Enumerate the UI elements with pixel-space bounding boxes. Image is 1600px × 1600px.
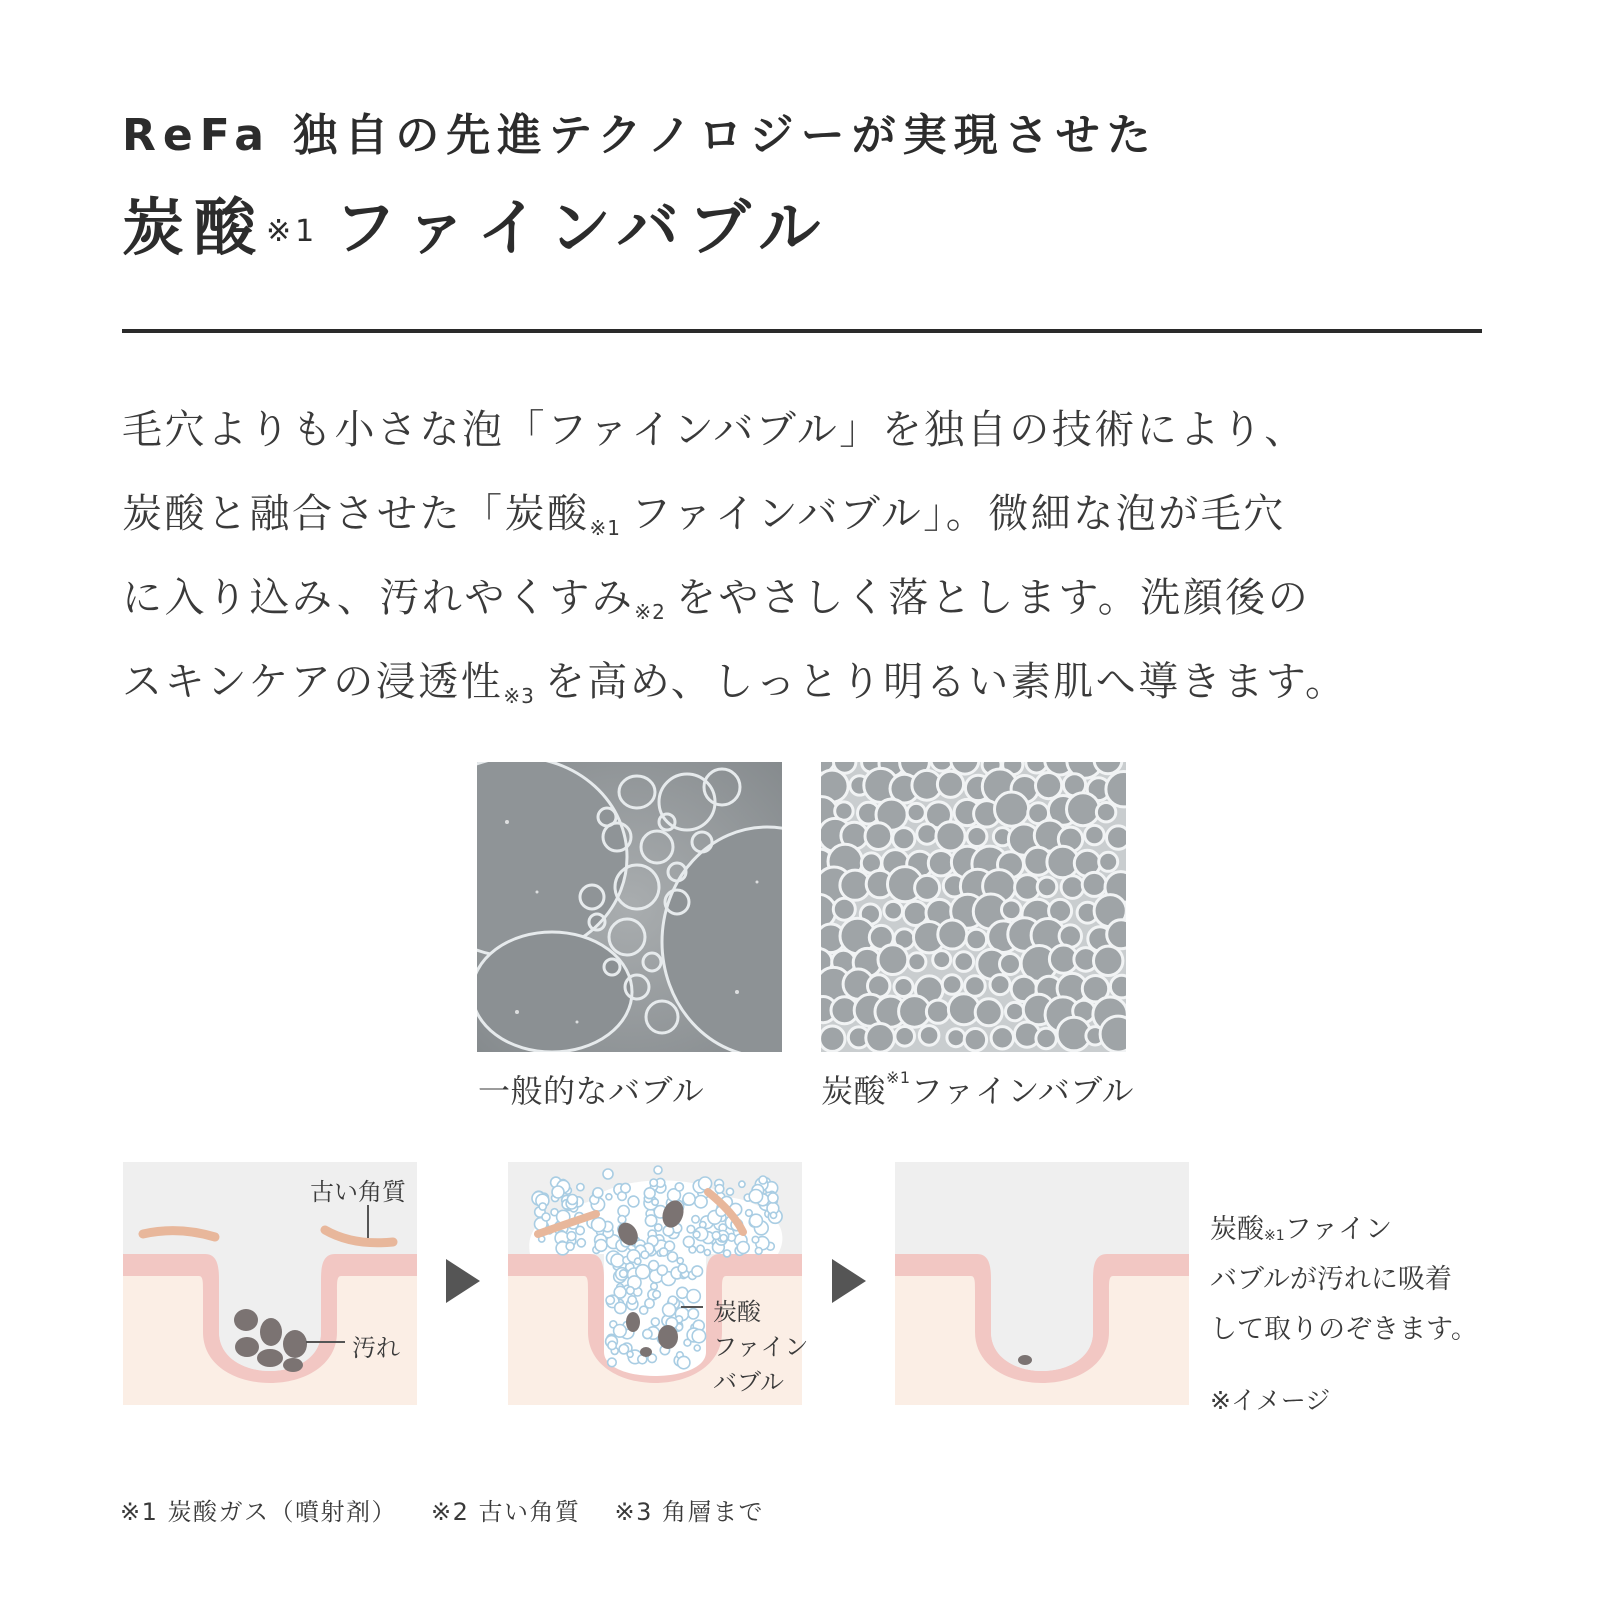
result-explanation [1210, 1205, 1478, 1355]
wash-bubble [692, 1329, 705, 1342]
fine-bubble [893, 828, 915, 850]
wash-bubble [542, 1213, 550, 1221]
wash-bubble [652, 1199, 658, 1205]
wash-bubble [694, 1345, 700, 1351]
wash-bubble [592, 1218, 606, 1232]
wash-bubble [749, 1190, 762, 1203]
line3-text-a: に入り込み、汚れやくすみ [122, 575, 635, 621]
fine-bubble [894, 978, 913, 997]
description-line-3 [122, 556, 1502, 640]
wash-bubble [712, 1232, 720, 1240]
fine-bubble [833, 898, 855, 920]
bubble-label-line-1: 炭酸 [713, 1298, 761, 1326]
wash-bubble [683, 1193, 695, 1205]
explanation-line-3: して取りのぞきます。 [1210, 1314, 1478, 1345]
wash-bubble [688, 1309, 698, 1319]
wash-bubble [650, 1179, 657, 1186]
line4-text-b: を高め、しっとり明るい素肌へ導きます。 [544, 659, 1348, 705]
wash-bubble [603, 1169, 613, 1179]
wash-bubble [704, 1250, 710, 1256]
fine-bubble [878, 945, 908, 975]
wash-bubble [759, 1176, 767, 1184]
wash-bubble [697, 1245, 704, 1252]
wash-bubble [641, 1251, 649, 1259]
wash-bubble [752, 1236, 759, 1243]
fine-bubble [942, 975, 962, 995]
page-title [122, 188, 830, 268]
fine-bubble [928, 851, 953, 876]
old-skin-label: 古い角質 [310, 1178, 406, 1206]
ordinary-bubbles-caption: 一般的なバブル [478, 1072, 705, 1110]
wash-bubble [699, 1177, 712, 1190]
wash-bubble [657, 1265, 667, 1275]
wash-bubble [595, 1240, 607, 1252]
line3-text-b: をやさしく落とします。洗顔後の [675, 575, 1311, 621]
wash-bubble [567, 1232, 576, 1241]
fine-bubble [1082, 872, 1106, 896]
wash-bubble [678, 1264, 687, 1273]
wash-bubble [678, 1356, 690, 1368]
fine-bubble [1002, 900, 1022, 920]
wash-bubble [577, 1184, 584, 1191]
footnote-3: ※3 角層まで [614, 1498, 765, 1526]
wash-bubble [654, 1166, 662, 1174]
pore-after-diagram [895, 1162, 1189, 1405]
divider [122, 329, 1482, 333]
next-step-arrow-1 [446, 1259, 480, 1303]
fine-bubble [865, 823, 892, 850]
fine-bubble [895, 1027, 915, 1047]
fine-bubble [915, 875, 940, 900]
explain-superscript: ※1 [1264, 1228, 1285, 1244]
title-main: 炭酸 [122, 191, 267, 264]
fine-bubble [964, 1029, 986, 1051]
wash-bubble [615, 1302, 626, 1313]
wash-bubble [677, 1258, 683, 1264]
title-rest: ファインバブル [334, 191, 831, 264]
wash-bubble [651, 1318, 659, 1326]
bubble-label-line-2: ファイン [713, 1333, 809, 1361]
wash-bubble [675, 1183, 683, 1191]
wash-bubble [695, 1196, 707, 1208]
headline: ReFa 独自の先進テクノロジーが実現させた [122, 110, 1158, 161]
explanation-line-2: バブルが汚れに吸着 [1210, 1264, 1452, 1295]
fine-bubble [907, 803, 925, 821]
description-line-2 [122, 472, 1502, 556]
next-step-arrow-2 [832, 1259, 866, 1303]
fine-bubble [919, 1026, 939, 1046]
wash-bubble [737, 1242, 749, 1254]
fine-bubbles-photo [821, 762, 1126, 1052]
dirt-label: 汚れ [352, 1334, 400, 1362]
wash-bubble [693, 1231, 700, 1238]
explain-text-b: ファイン [1284, 1214, 1393, 1245]
line4-text-a: スキンケアの浸透性 [122, 659, 504, 705]
fine-bubble [1067, 793, 1100, 826]
wash-bubble [627, 1287, 635, 1295]
wash-bubble [683, 1236, 694, 1247]
wash-bubble [724, 1250, 731, 1257]
footnote-2: ※2 古い角質 [431, 1498, 581, 1526]
fine-bubble [884, 901, 903, 920]
wash-bubble [577, 1239, 585, 1247]
wash-bubble [653, 1291, 661, 1299]
wash-bubble [645, 1215, 656, 1226]
fine-bubble [933, 951, 951, 969]
wash-bubble [539, 1203, 546, 1210]
fine-bubble [966, 929, 987, 950]
fine-bubble [1061, 876, 1084, 899]
wash-bubble [628, 1196, 639, 1207]
fine-bubble [1036, 1028, 1056, 1048]
fine-bubble [1100, 1016, 1126, 1052]
wash-bubble [668, 1252, 678, 1262]
wash-bubble [606, 1296, 614, 1304]
wash-bubble [739, 1181, 745, 1187]
wash-bubble [614, 1325, 627, 1338]
title-superscript: ※1 [266, 214, 319, 249]
explain-text-a: 炭酸 [1210, 1214, 1264, 1245]
description [122, 388, 1502, 724]
explanation-line-1 [1210, 1205, 1478, 1255]
fine-bubble [1107, 826, 1127, 849]
fine-bubble [917, 824, 937, 844]
fine-bubble [821, 1026, 845, 1051]
wash-bubble [644, 1188, 655, 1199]
wash-bubble [618, 1216, 626, 1224]
wash-bubble [628, 1296, 636, 1304]
wash-bubble [663, 1303, 676, 1316]
wash-bubble [651, 1283, 658, 1290]
wash-bubble [618, 1206, 629, 1217]
line2-text-a: 炭酸と融合させた「炭酸 [122, 491, 590, 537]
fine-bubble [990, 975, 1010, 995]
wash-bubble [715, 1185, 724, 1194]
wash-bubble [567, 1195, 577, 1205]
caption2-superscript: ※1 [886, 1068, 911, 1087]
wash-bubble [643, 1329, 652, 1338]
wash-bubble [720, 1235, 727, 1242]
wash-bubble [608, 1341, 616, 1349]
fine-bubble [1000, 954, 1021, 975]
fine-bubble [1094, 946, 1123, 975]
wash-bubble [755, 1248, 762, 1255]
fine-bubble [937, 771, 963, 797]
line1-text: 毛穴よりも小さな泡「ファインバブル」を独自の技術により、 [122, 407, 1307, 453]
line3-superscript: ※2 [634, 600, 666, 624]
wash-bubble [770, 1212, 776, 1218]
wash-bubble [627, 1351, 633, 1357]
fine-bubble [1107, 920, 1126, 949]
fine-bubble [1110, 975, 1126, 998]
fine-bubble [938, 920, 967, 949]
fine-bubble [866, 1024, 895, 1053]
fine-bubble [1006, 1002, 1024, 1020]
wash-bubble [621, 1183, 630, 1192]
fine-bubble [954, 952, 974, 972]
wash-bubble [552, 1186, 564, 1198]
wash-bubble [768, 1193, 778, 1203]
wash-bubble [635, 1258, 641, 1264]
line2-text-b: ファインバブル」。微細な泡が毛穴 [630, 491, 1286, 537]
description-line-4 [122, 640, 1502, 724]
line2-superscript: ※1 [589, 516, 621, 540]
caption2-text-b: ファインバブル [910, 1072, 1134, 1110]
fine-bubble [947, 1029, 965, 1047]
wash-bubble [566, 1242, 574, 1250]
wash-bubble [750, 1214, 763, 1227]
wash-bubble [692, 1216, 699, 1223]
bubble-label-line-3: バブル [713, 1368, 785, 1396]
wash-bubble [692, 1266, 703, 1277]
image-note: ※イメージ [1210, 1386, 1331, 1415]
ordinary-bubbles-photo [477, 762, 782, 1052]
wash-bubble [687, 1290, 700, 1303]
wash-bubble [608, 1358, 617, 1367]
line4-superscript: ※3 [503, 684, 535, 708]
fine-bubble [908, 953, 926, 971]
wash-bubble [636, 1265, 650, 1279]
fine-bubble [1096, 803, 1115, 822]
fine-bubble [991, 1027, 1013, 1049]
wash-bubble [684, 1339, 691, 1346]
fine-bubble [1099, 852, 1118, 871]
caption2-text-a: 炭酸 [821, 1072, 887, 1110]
wash-bubble [727, 1188, 734, 1195]
wash-bubble [611, 1254, 624, 1267]
wash-bubble [660, 1248, 668, 1256]
fine-bubble [1085, 825, 1104, 844]
wash-bubble [645, 1299, 654, 1308]
fine-bubbles-caption [821, 1066, 1134, 1112]
fine-bubble [967, 827, 987, 847]
wash-bubble [620, 1270, 628, 1278]
description-line-1 [122, 388, 1502, 472]
wash-bubble [593, 1188, 603, 1198]
fine-bubble [926, 1000, 949, 1023]
fine-bubble [975, 999, 1002, 1026]
fine-bubble [1037, 877, 1057, 897]
fine-bubble [1036, 773, 1062, 799]
wash-bubble [606, 1194, 612, 1200]
footnotes [120, 1492, 764, 1527]
fine-bubble [995, 792, 1029, 826]
footnote-1: ※1 炭酸ガス（噴射剤） [120, 1498, 398, 1526]
